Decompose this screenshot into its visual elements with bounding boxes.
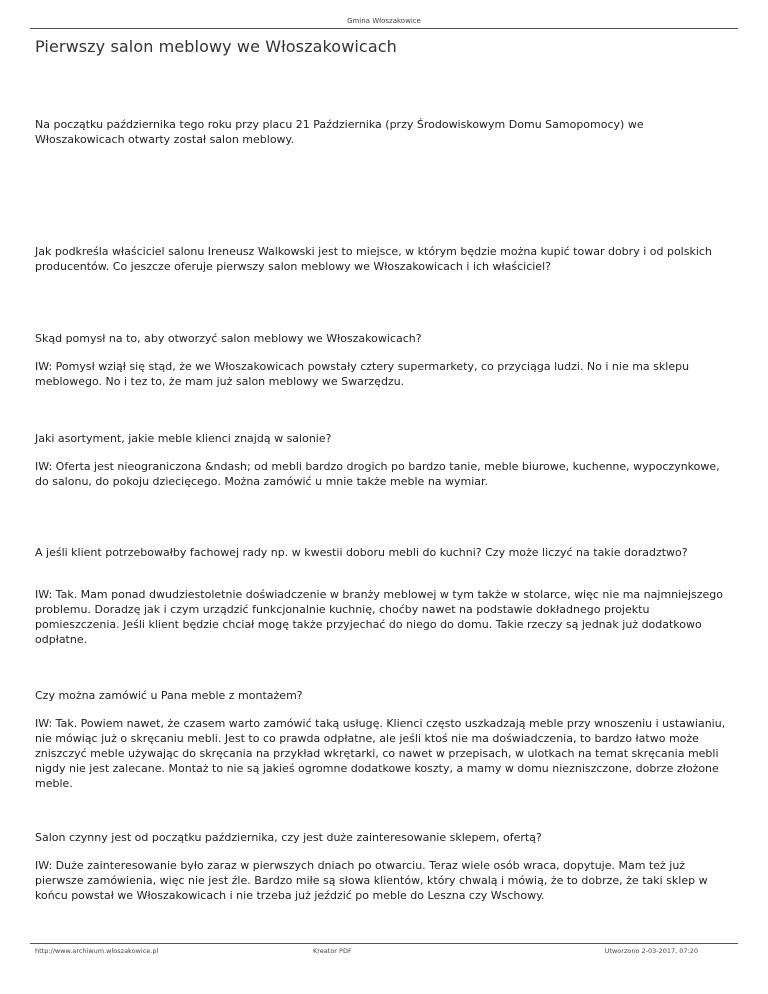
footer-generator: Kreator PDF xyxy=(313,947,352,955)
answer-1: IW: Pomysł wziął się stąd, że we Włoszakowicach powstały cztery supermarkety, co przyciąga ludzi. No i nie ma sklepu meblowego. No i tez to, że mam już salon meblowy we Swarzędzu. xyxy=(35,360,690,388)
article-title: Pierwszy salon meblowy we Włoszakowicach xyxy=(35,37,397,56)
article-lead: Jak podkreśla właściciel salonu Ireneusz Walkowski jest to miejsce, w którym będzie można kupić towar dobry i od polskich producentów. Co jeszcze oferuje pierwszy salon meblowy we Włoszakowicach i ich właściciel? xyxy=(35,245,712,273)
page-header-site-name: Gmina Włoszakowice xyxy=(347,17,421,25)
footer-created-date: Utworzono 2-03-2017, 07:20 xyxy=(604,947,698,955)
question-2: Jaki asortyment, jakie meble klienci znajdą w salonie? xyxy=(35,432,332,445)
footer-divider xyxy=(30,943,738,944)
question-5: Salon czynny jest od początku października, czy jest duże zainteresowanie sklepem, ofertą? xyxy=(35,831,542,844)
question-3: A jeśli klient potrzebowałby fachowej rady np. w kwestii doboru mebli do kuchni? Czy może liczyć na takie doradztwo? xyxy=(35,546,688,559)
question-4: Czy można zamówić u Pana meble z montażem? xyxy=(35,689,303,702)
footer-url: http://www.archiwum.wloszakowice.pl xyxy=(35,947,159,955)
article-intro: Na początku października tego roku przy placu 21 Października (przy Środowiskowym Domu Samopomocy) we Włoszakowicach otwarty został salon meblowy. xyxy=(35,118,644,146)
question-1: Skąd pomysł na to, aby otworzyć salon meblowy we Włoszakowicach? xyxy=(35,332,422,345)
answer-4: IW: Tak. Powiem nawet, że czasem warto zamówić taką usługę. Klienci często uszkadzają meble przy wnoszeniu i ustawianiu, nie mówiąc już o skręcaniu mebli. Jest to co prawda odpłatne, ale jeśli ktoś nie ma doświadczenia, to bardzo łatwo może zniszczyć meble używając do skręcania na przykład wkrętarki, co nawet w przepisach, w ulotkach na temat skręcania mebli nigdy nie jest zalecane. Montaż to nie są jakieś ogromne dodatkowe koszty, a mamy w domu niezniszczone, dobrze złożone meble. xyxy=(35,717,726,790)
answer-2: IW: Oferta jest nieograniczona &ndash; od mebli bardzo drogich po bardzo tanie, meble biurowe, kuchenne, wypoczynkowe, do salonu, do pokoju dziecięcego. Można zamówić u mnie także meble na wymiar. xyxy=(35,460,720,488)
header-divider xyxy=(30,28,738,29)
answer-3: IW: Tak. Mam ponad dwudziestoletnie doświadczenie w branży meblowej w tym także w stolarce, więc nie ma najmniejszego problemu. Doradzę jak i czym urządzić funkcjonalnie kuchnię, choćby nawet na podstawie dokładnego projektu pomieszczenia. Jeśli klient będzie chciał mogę także przyjechać do niego do domu. Takie rzeczy są jednak już dodatkowo odpłatne. xyxy=(35,588,723,646)
answer-5: IW: Duże zainteresowanie było zaraz w pierwszych dniach po otwarciu. Teraz wiele osób wraca, dopytuje. Mam też już pierwsze zamówienia, więc nie jest źle. Bardzo miłe są słowa klientów, który chwalą i mówią, że to dobrze, że taki sklep w końcu powstał we Włoszakowicach i nie trzeba już jeździć po meble do Leszna czy Wschowy. xyxy=(35,859,708,902)
